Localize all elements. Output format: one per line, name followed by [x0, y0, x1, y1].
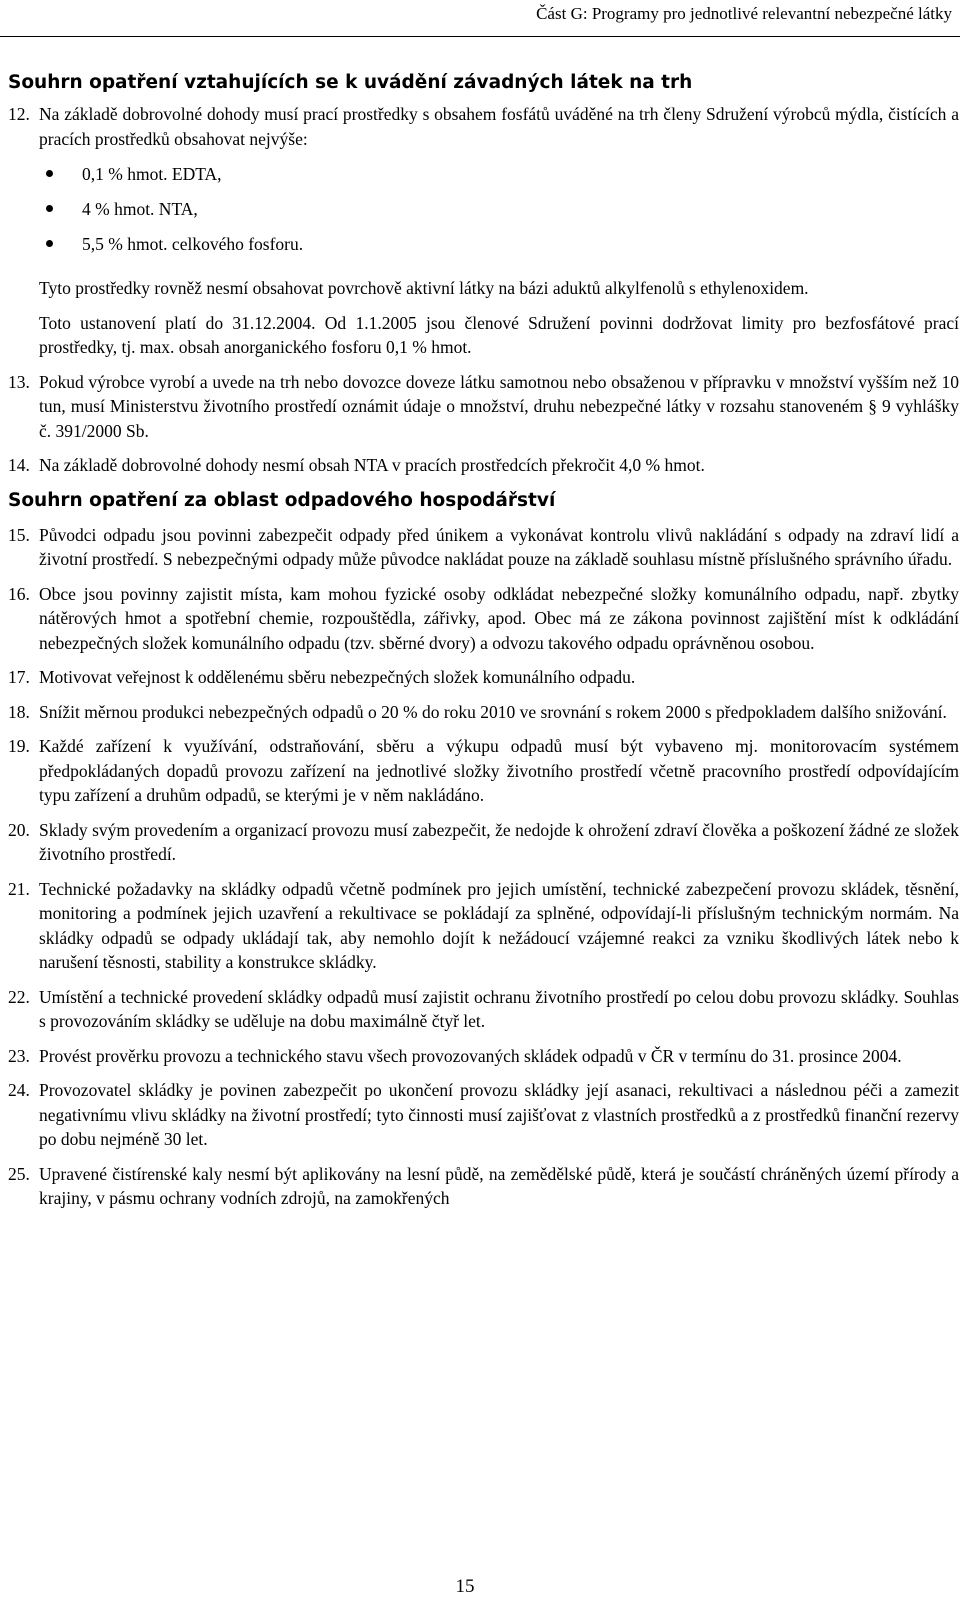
paragraph-22: [8, 985, 959, 1034]
paragraph-19: [8, 734, 959, 808]
bullet-item: [8, 196, 959, 231]
paragraph-13: [8, 370, 959, 444]
paragraph-number: 13.: [8, 371, 30, 392]
paragraph-12-continuation: Tyto prostředky rovněž nesmí obsahovat povrchově aktivní látky na bázi aduktů alkylfenolů s ethylenoxidem.: [39, 278, 809, 298]
paragraph-24: [8, 1078, 959, 1152]
bullet-item: [8, 161, 959, 196]
paragraph-text: Motivovat veřejnost k oddělenému sběru nebezpečných složek komunálního odpadu.: [39, 667, 636, 687]
paragraph-text: Upravené čistírenské kaly nesmí být aplikovány na lesní půdě, na zemědělské půdě, která je součástí chráněných území přírody a krajiny, v pásmu ochrany vodních zdrojů, na zamokřených: [39, 1163, 959, 1208]
paragraph-number: 24.: [8, 1080, 30, 1100]
section-heading-harmful-substances: Souhrn opatření vztahujících se k uvádění závadných látek na trh: [8, 72, 693, 93]
paragraph-number: 20.: [8, 819, 30, 840]
paragraph-text: Umístění a technické provedení skládky odpadů musí zajistit ochranu životního prostředí po celou dobu provozu skládky. Souhlas s provozováním skládky se uděluje na dobu maximálně čtyř let.: [39, 986, 959, 1031]
paragraph-15: [8, 523, 959, 572]
section-heading-waste-management: Souhrn opatření za oblast odpadového hospodářství: [8, 489, 556, 511]
running-header: Část G: Programy pro jednotlivé relevantní nebezpečné látky: [536, 4, 952, 23]
paragraph-number: 14.: [8, 455, 30, 475]
paragraph-text: Každé zařízení k využívání, odstraňování, sběru a výkupu odpadů musí být vybaveno mj. monitorovacím systémem předpokládaných dopadů provozu zařízení na jednotlivé složky životního prostředí včetně pracovního prostředí odpovídajícím typu zařízení a druhům odpadů, se kterými je v něm nakládáno.: [39, 736, 959, 805]
limits-bullet-list: [8, 161, 959, 266]
paragraph-20: [8, 818, 959, 867]
paragraph-number: 18.: [8, 701, 30, 722]
paragraph-number: 22.: [8, 986, 30, 1007]
paragraph-17: [8, 665, 959, 690]
paragraph-number: 17.: [8, 667, 30, 687]
paragraph-number: 25.: [8, 1163, 30, 1184]
paragraph-text: Technické požadavky na skládky odpadů včetně podmínek pro jejich umístění, technické zabezpečení provozu skládek, těsnění, monitoring a podmínek jejich uzavření a rekultivace se pokládají za splněné, odpovídají-li příslušným technickým normám. Na skládky odpadů se odpady ukládají tak, aby nemohlo dojít k nežádoucí vzájemné reakci za vzniku škodlivých látek nebo k narušení těsnosti, stability a konstrukce skládky.: [39, 878, 959, 972]
paragraph-21: [8, 877, 959, 975]
page-number: 15: [455, 1576, 475, 1597]
paragraph-text: Snížit měrnou produkci nebezpečných odpadů o 20 % do roku 2010 ve srovnání s rokem 2000 s předpokladem dalšího snižování.: [39, 701, 947, 722]
bullet-text: 0,1 % hmot. EDTA,: [82, 164, 222, 184]
paragraph-text: Na základě dobrovolné dohody musí prací prostředky s obsahem fosfátů uváděné na trh členy Sdružení výrobců mýdla, čistících a pracích prostředků obsahovat nejvýše:: [39, 104, 959, 149]
paragraph-12-validity: Toto ustanovení platí do 31.12.2004. Od 1.1.2005 jsou členové Sdružení povinni dodržovat limity pro bezfosfátové prací prostředky, tj. max. obsah anorganického fosforu 0,1 % hmot.: [39, 312, 959, 357]
paragraph-number: 23.: [8, 1045, 30, 1066]
paragraph-number: 12.: [8, 104, 30, 124]
bullet-icon: [46, 205, 53, 212]
paragraph-16: [8, 582, 959, 656]
paragraph-18: [8, 700, 959, 725]
paragraph-23: [8, 1044, 959, 1069]
paragraph-number: 16.: [8, 583, 30, 604]
bullet-text: 5,5 % hmot. celkového fosforu.: [82, 234, 304, 254]
paragraph-number: 21.: [8, 878, 30, 899]
paragraph-12: [8, 102, 959, 151]
paragraph-number: 15.: [8, 524, 30, 545]
bullet-icon: [46, 170, 53, 177]
paragraph-text: Provést prověrku provozu a technického stavu všech provozovaných skládek odpadů v ČR v termínu do 31. prosince 2004.: [39, 1045, 902, 1066]
bullet-icon: [46, 240, 53, 247]
paragraph-14: [8, 453, 959, 478]
paragraph-text: Provozovatel skládky je povinen zabezpečit po ukončení provozu skládky její asanaci, rekultivaci a následnou péči a zamezit negativnímu vlivu skládky na životní prostředí; tyto činnosti musí zajišťovat z vlastních prostředků a z prostředků finanční rezervy po dobu nejméně 30 let.: [39, 1080, 959, 1149]
bullet-text: 4 % hmot. NTA,: [82, 199, 198, 219]
bullet-item: [8, 231, 959, 266]
header-rule: [0, 36, 960, 37]
page-content: [8, 72, 959, 1221]
paragraph-25: [8, 1162, 959, 1211]
paragraph-text: Sklady svým provedením a organizací provozu musí zabezpečit, že nedojde k ohrožení zdraví člověka a poškození žádné ze složek životního prostředí.: [39, 819, 959, 864]
paragraph-text: Na základě dobrovolné dohody nesmí obsah NTA v pracích prostředcích překročit 4,0 % hmot.: [39, 455, 705, 475]
paragraph-text: Původci odpadu jsou povinni zabezpečit odpady před únikem a vykonávat kontrolu vlivů nakládání s odpady na zdraví lidí a životní prostředí. S nebezpečnými odpady může původce nakládat pouze na základě souhlasu místně příslušného správního úřadu.: [39, 524, 959, 569]
paragraph-text: Obce jsou povinny zajistit místa, kam mohou fyzické osoby odkládat nebezpečné složky komunálního odpadu, např. zbytky nátěrových hmot a spotřební chemie, rozpouštědla, zářivky, apod. Obec má ze zákona povinnost zajištění míst k odkládání nebezpečných složek komunálního odpadu (tzv. sběrné dvory) a odvozu takového odpadu oprávněnou osobou.: [39, 583, 959, 653]
paragraph-text: Pokud výrobce vyrobí a uvede na trh nebo dovozce doveze látku samotnou nebo obsaženou v přípravku v množství vyšším než 10 tun, musí Ministerstvu životního prostředí oznámit údaje o množství, druhu nebezpečné látky v rozsahu stanoveném § 9 vyhlášky č. 391/2000 Sb.: [39, 371, 959, 441]
paragraph-number: 19.: [8, 736, 30, 756]
